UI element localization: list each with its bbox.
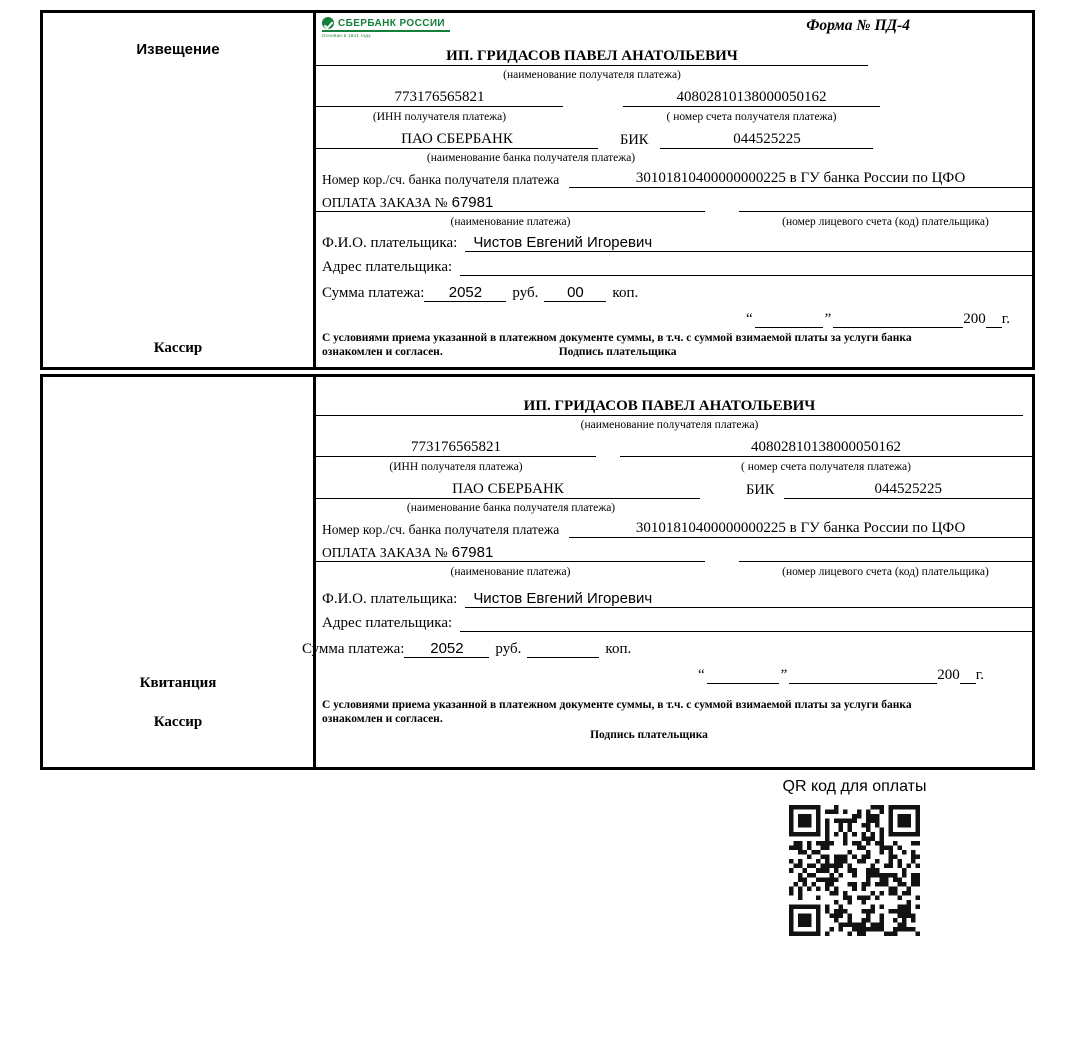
- qr-code: [789, 805, 920, 936]
- payment-caption: (наименование платежа): [450, 216, 571, 228]
- recipient-caption: (наименование получателя платежа): [503, 69, 681, 81]
- kop-label: коп.: [612, 285, 639, 301]
- notice-side-label: Извещение: [136, 41, 220, 58]
- recipient-name: ИП. ГРИДАСОВ ПАВЕЛ АНАТОЛЬЕВИЧ: [316, 398, 1023, 416]
- close-quote: ”: [780, 667, 788, 683]
- bank-caption: (наименование банка получателя платежа): [426, 152, 636, 164]
- sberbank-logo-tagline: Основан в 1841 году: [322, 33, 371, 38]
- agreement-text: [316, 331, 1032, 359]
- sberbank-logo: [322, 17, 450, 38]
- corr-account-label: Номер кор./сч. банка получателя платежа: [322, 522, 560, 537]
- notice-cashier-label: Кассир: [153, 340, 203, 356]
- recipient-caption: (наименование получателя платежа): [580, 419, 759, 431]
- notice-form: [316, 13, 1032, 367]
- payer-fio-value: Чистов Евгений Игоревич: [465, 234, 1032, 252]
- bik-value: 044525225: [784, 481, 1032, 499]
- corr-account-value: 30101810400000000225 в ГУ банка России по ЦФО: [569, 520, 1032, 538]
- receipt-side-label: Квитанция: [139, 675, 217, 691]
- agreement-line1: С условиями приема указанной в платежном документе суммы, в т.ч. с суммой взимаемой платы за услуги банка: [322, 699, 912, 711]
- payer-address-label: Адрес плательщика:: [322, 615, 453, 631]
- account-caption: ( номер счета получателя платежа): [666, 111, 837, 123]
- recipient-name: ИП. ГРИДАСОВ ПАВЕЛ АНАТОЛЬЕВИЧ: [316, 48, 868, 66]
- sum-rub-value: 2052: [404, 640, 489, 658]
- sberbank-logo-icon: [322, 17, 334, 29]
- recipient-inn: 773176565821: [316, 439, 596, 457]
- bank-name: ПАО СБЕРБАНК: [316, 131, 598, 149]
- sum-rub-value: 2052: [424, 284, 506, 302]
- sum-label: Сумма платежа:: [302, 641, 405, 657]
- inn-caption: (ИНН получателя платежа): [389, 461, 523, 473]
- bank-name: ПАО СБЕРБАНК: [316, 481, 700, 499]
- date-line: [316, 658, 1032, 684]
- payment-name: ОПЛАТА ЗАКАЗА №: [322, 545, 448, 560]
- agreement-text: [316, 698, 1032, 726]
- sum-kop-value: 00: [544, 284, 606, 302]
- rub-label: руб.: [495, 641, 522, 657]
- agreement-line2: ознакомлен и согласен.: [322, 713, 443, 725]
- recipient-account: 40802810138000050162: [623, 89, 880, 107]
- year-suffix: г.: [975, 667, 984, 683]
- year-suffix: г.: [1001, 311, 1010, 327]
- order-number: 67981: [451, 544, 494, 561]
- agreement-line2: ознакомлен и согласен.: [322, 346, 443, 358]
- payer-fio-label: Ф.И.О. плательщика:: [322, 591, 458, 607]
- corr-account-label: Номер кор./сч. банка получателя платежа: [322, 172, 560, 187]
- payment-caption: (наименование платежа): [450, 566, 571, 578]
- date-line: [316, 302, 1032, 328]
- recipient-account: 40802810138000050162: [620, 439, 1032, 457]
- payer-code-caption: (номер лицевого счета (код) плательщика): [782, 216, 989, 228]
- corr-account-value: 30101810400000000225 в ГУ банка России по ЦФО: [569, 170, 1032, 188]
- notice-section: [40, 10, 1035, 370]
- open-quote: “: [697, 667, 705, 683]
- payer-code-caption: (номер лицевого счета (код) плательщика): [782, 566, 989, 578]
- payment-name: ОПЛАТА ЗАКАЗА №: [322, 195, 448, 210]
- signature-label: Подпись плательщика: [558, 346, 677, 358]
- bik-value: 044525225: [660, 131, 873, 149]
- bik-label: БИК: [620, 132, 649, 148]
- open-quote: “: [745, 311, 753, 327]
- sberbank-logo-text: СБЕРБАНК РОССИИ: [338, 17, 446, 29]
- bank-caption: (наименование банка получателя платежа): [406, 502, 616, 514]
- recipient-inn: 773176565821: [316, 89, 563, 107]
- kop-label: коп.: [605, 641, 632, 657]
- payer-fio-value: Чистов Евгений Игоревич: [465, 590, 1032, 608]
- close-quote: ”: [824, 311, 832, 327]
- year-prefix: 200: [937, 667, 960, 683]
- signature-label: Подпись плательщика: [590, 729, 708, 741]
- receipt-section: [40, 374, 1035, 770]
- receipt-cashier-label: Кассир: [153, 714, 203, 730]
- receipt-form: [302, 377, 1032, 767]
- form-number-label: Форма № ПД-4: [806, 17, 910, 34]
- payer-fio-label: Ф.И.О. плательщика:: [322, 235, 458, 251]
- order-number: 67981: [451, 194, 494, 211]
- qr-area: [784, 778, 925, 936]
- qr-caption: QR код для оплаты: [782, 778, 927, 795]
- agreement-line1: С условиями приема указанной в платежном документе суммы, в т.ч. с суммой взимаемой платы за услуги банка: [322, 332, 912, 344]
- inn-caption: (ИНН получателя платежа): [372, 111, 507, 123]
- year-prefix: 200: [963, 311, 986, 327]
- notice-side-column: [43, 13, 316, 367]
- bik-label: БИК: [746, 482, 775, 498]
- account-caption: ( номер счета получателя платежа): [741, 461, 911, 473]
- receipt-side-column: [43, 377, 316, 767]
- sum-label: Сумма платежа:: [322, 285, 425, 301]
- payer-address-label: Адрес плательщика:: [322, 259, 453, 275]
- rub-label: руб.: [512, 285, 539, 301]
